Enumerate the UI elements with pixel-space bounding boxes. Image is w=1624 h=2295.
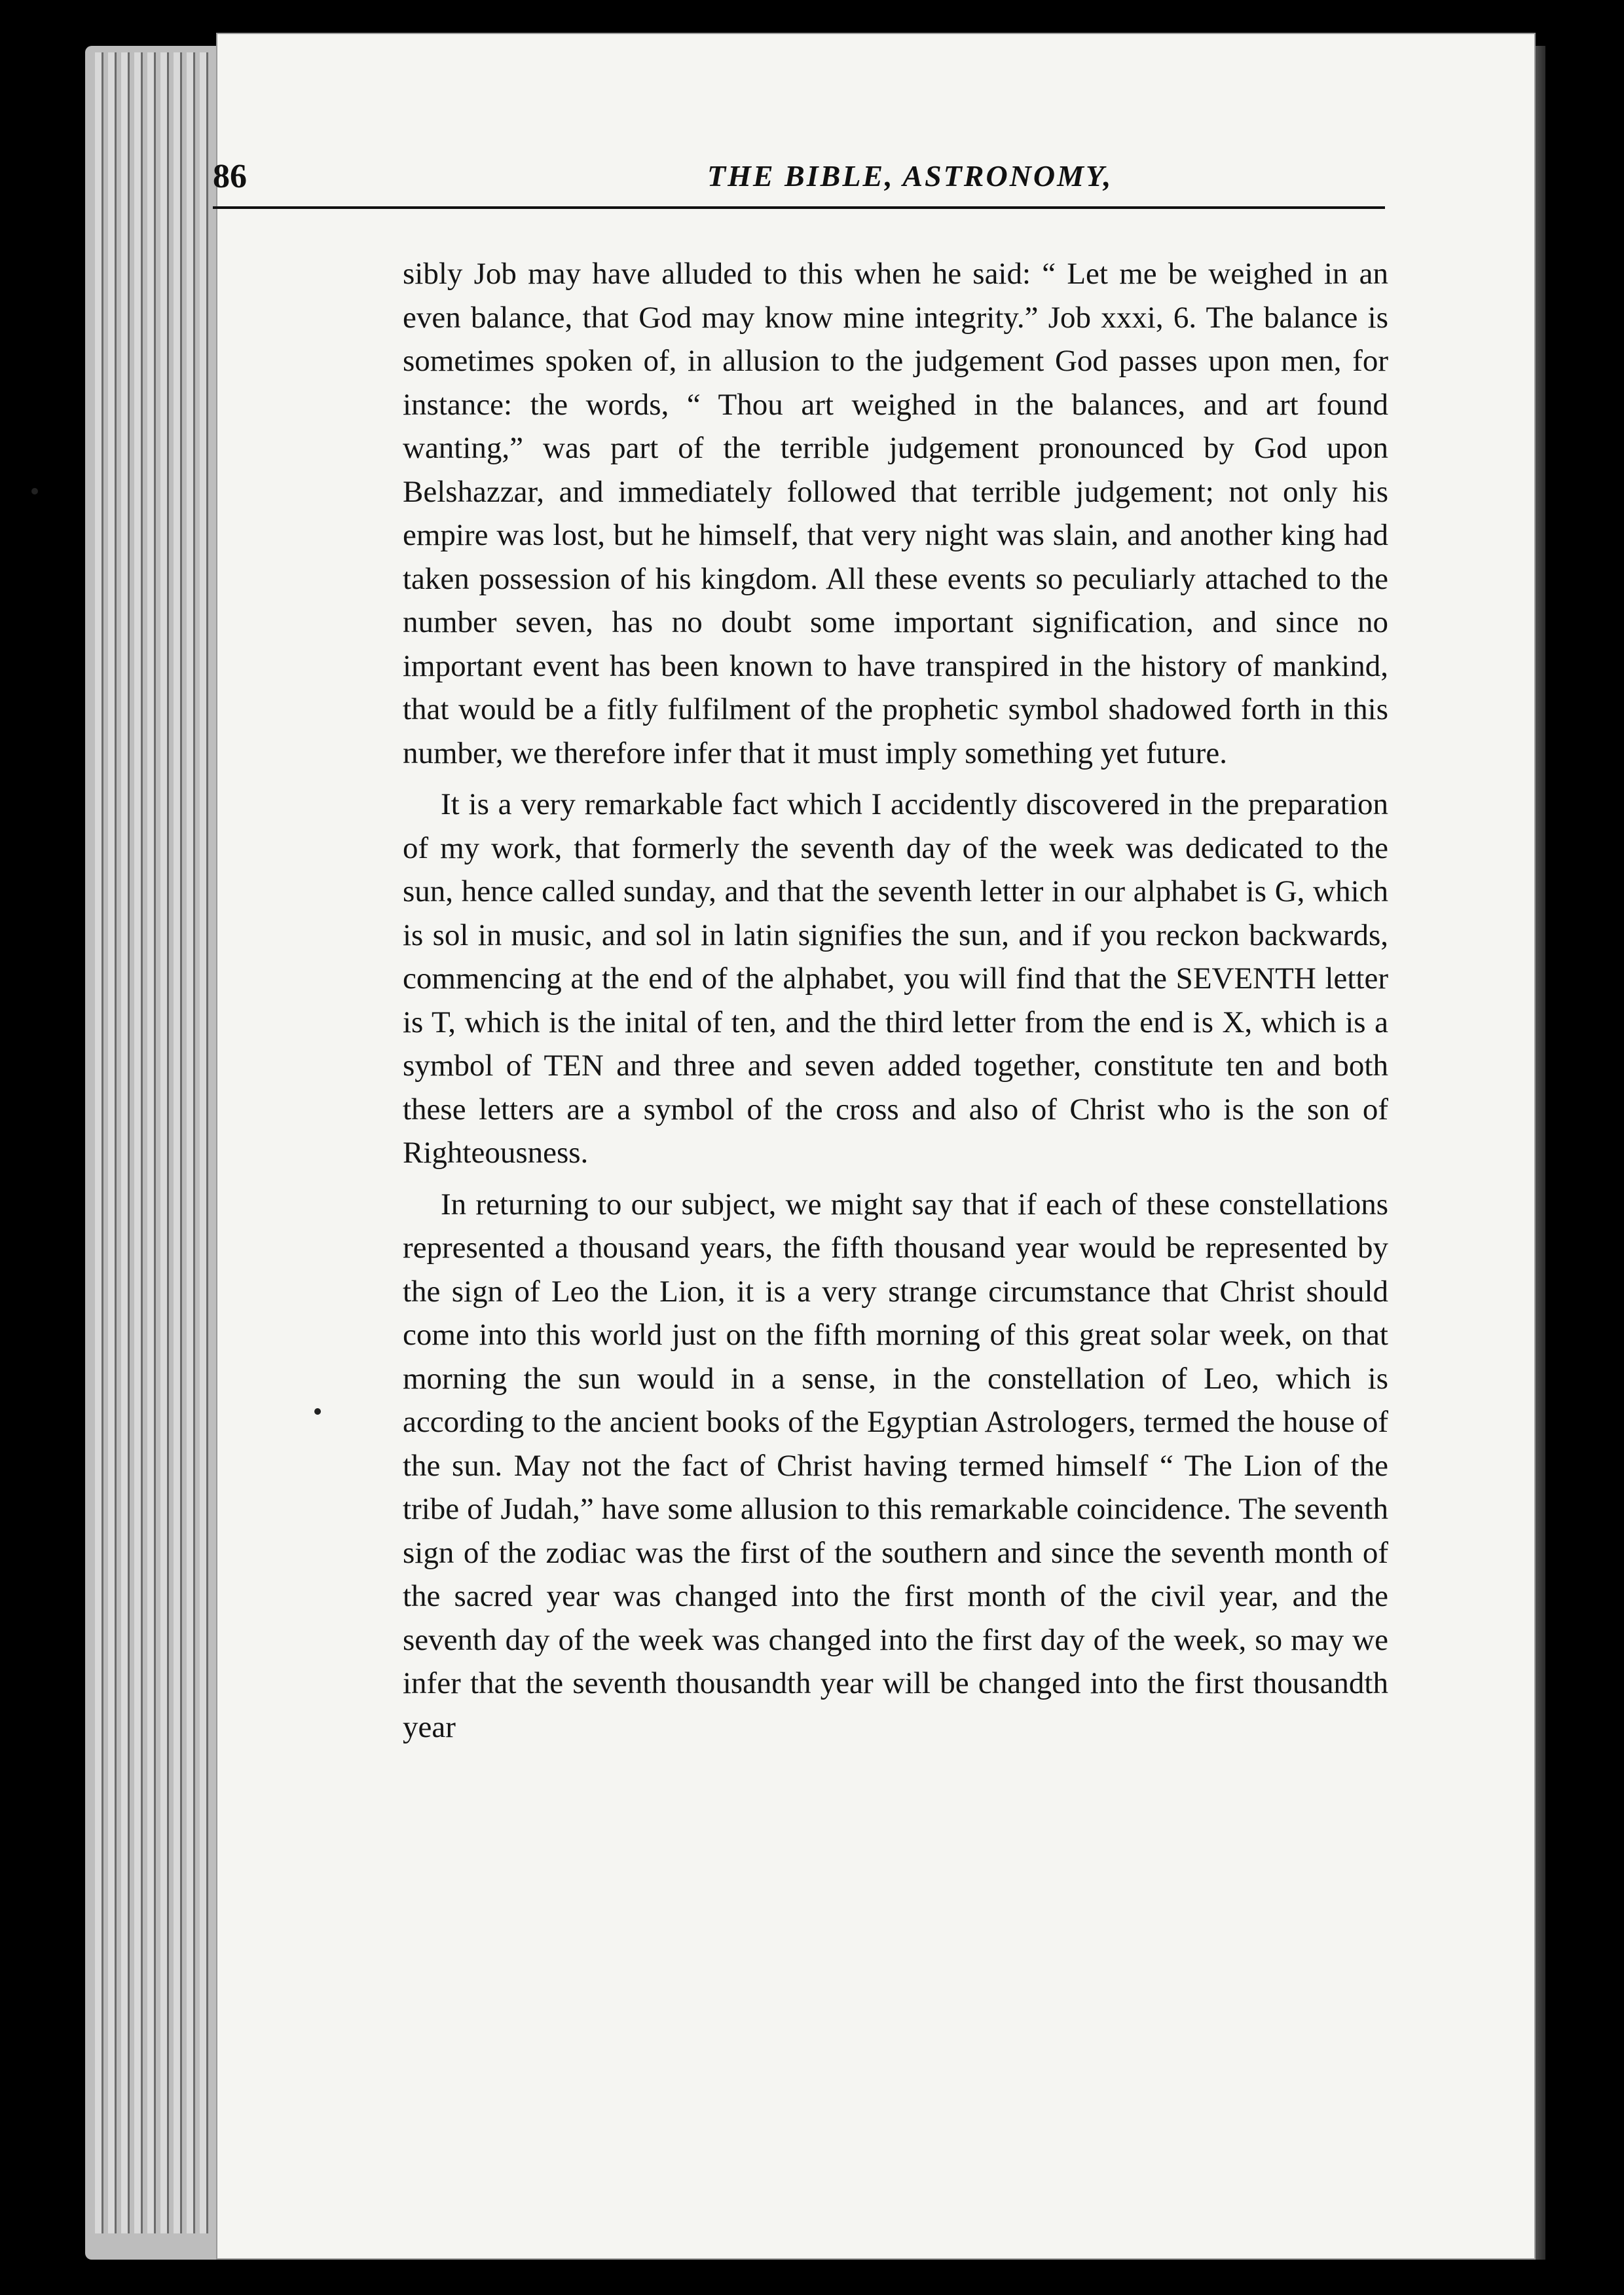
page-edge (95, 52, 103, 2233)
paragraph: sibly Job may have alluded to this when he said: “ Let me be weighed in an even balance, that God may know mine integrity.” Job xxxi, 6. The balance is sometimes spoken of, in allusion to the judgement God passes upon men, for instance: the words, “ Thou art weighed in the balances, and art found wanting,” was part of the terrible judgement pronounced by God upon Belshazzar, and immediately followed that terrible judgement; not only his empire was lost, but he himself, that very night was slain, and another king had taken possession of his kingdom. All these events so peculiarly attached to the number seven, has no doubt some important signification, and since no important event has been known to have transpired in the history of mankind, that would be a fitly fulfilment of the prophetic symbol shadowed forth in this number, we therefore infer that it must imply something yet future. (403, 257, 1388, 770)
stray-mark (31, 488, 38, 494)
page-edge (121, 52, 130, 2233)
page-edge (147, 52, 156, 2233)
running-title: THE BIBLE, ASTRONOMY, (707, 159, 1113, 193)
paragraph: It is a very remarkable fact which I accidently discovered in the preparation of my work, that formerly the seventh day of the week was dedicated to the sun, hence called sunday, and that the seventh letter in our alphabet is G, which is sol in music, and sol in latin signifies the sun, and if you reckon backwards, commencing at the end of the alphabet, you will find that the SEVENTH letter is T, which is the inital of ten, and the third letter from the end is X, which is a symbol of TEN and three and seven added together, constitute ten and both these letters are a symbol of the cross and also of Christ who is the son of Righteousness. (403, 787, 1388, 1170)
body-text (403, 252, 1388, 1757)
page-number: 86 (213, 158, 247, 195)
page-edge (187, 52, 195, 2233)
page-edge (160, 52, 169, 2233)
page-edge (108, 52, 117, 2233)
paragraph: In returning to our subject, we might say that if each of these constellations represented a thousand years, the fifth thousand year would be represented by the sign of Leo the Lion, it is a very strange circumstance that Christ should come into this world just on the fifth morning of this great solar week, on that morning the sun would in a sense, in the constellation of Leo, which is according to the ancient books of the Egyptian Astrologers, termed the house of the sun. May not the fact of Christ having termed himself “ The Lion of the tribe of Judah,” have some allusion to this remarkable coincidence. The seventh sign of the zodiac was the first of the southern and since the seventh month of the sacred year was changed into the first month of the civil year, and the seventh day of the week was changed into the first day of the week, so may we infer that the seventh thousandth year will be changed into the first thousandth year (403, 1187, 1388, 1744)
header-rule (213, 206, 1385, 209)
page-edge (200, 52, 208, 2233)
page-edge (174, 52, 182, 2233)
stray-mark (314, 1408, 321, 1415)
page-header (190, 131, 1388, 216)
page-edge (134, 52, 143, 2233)
